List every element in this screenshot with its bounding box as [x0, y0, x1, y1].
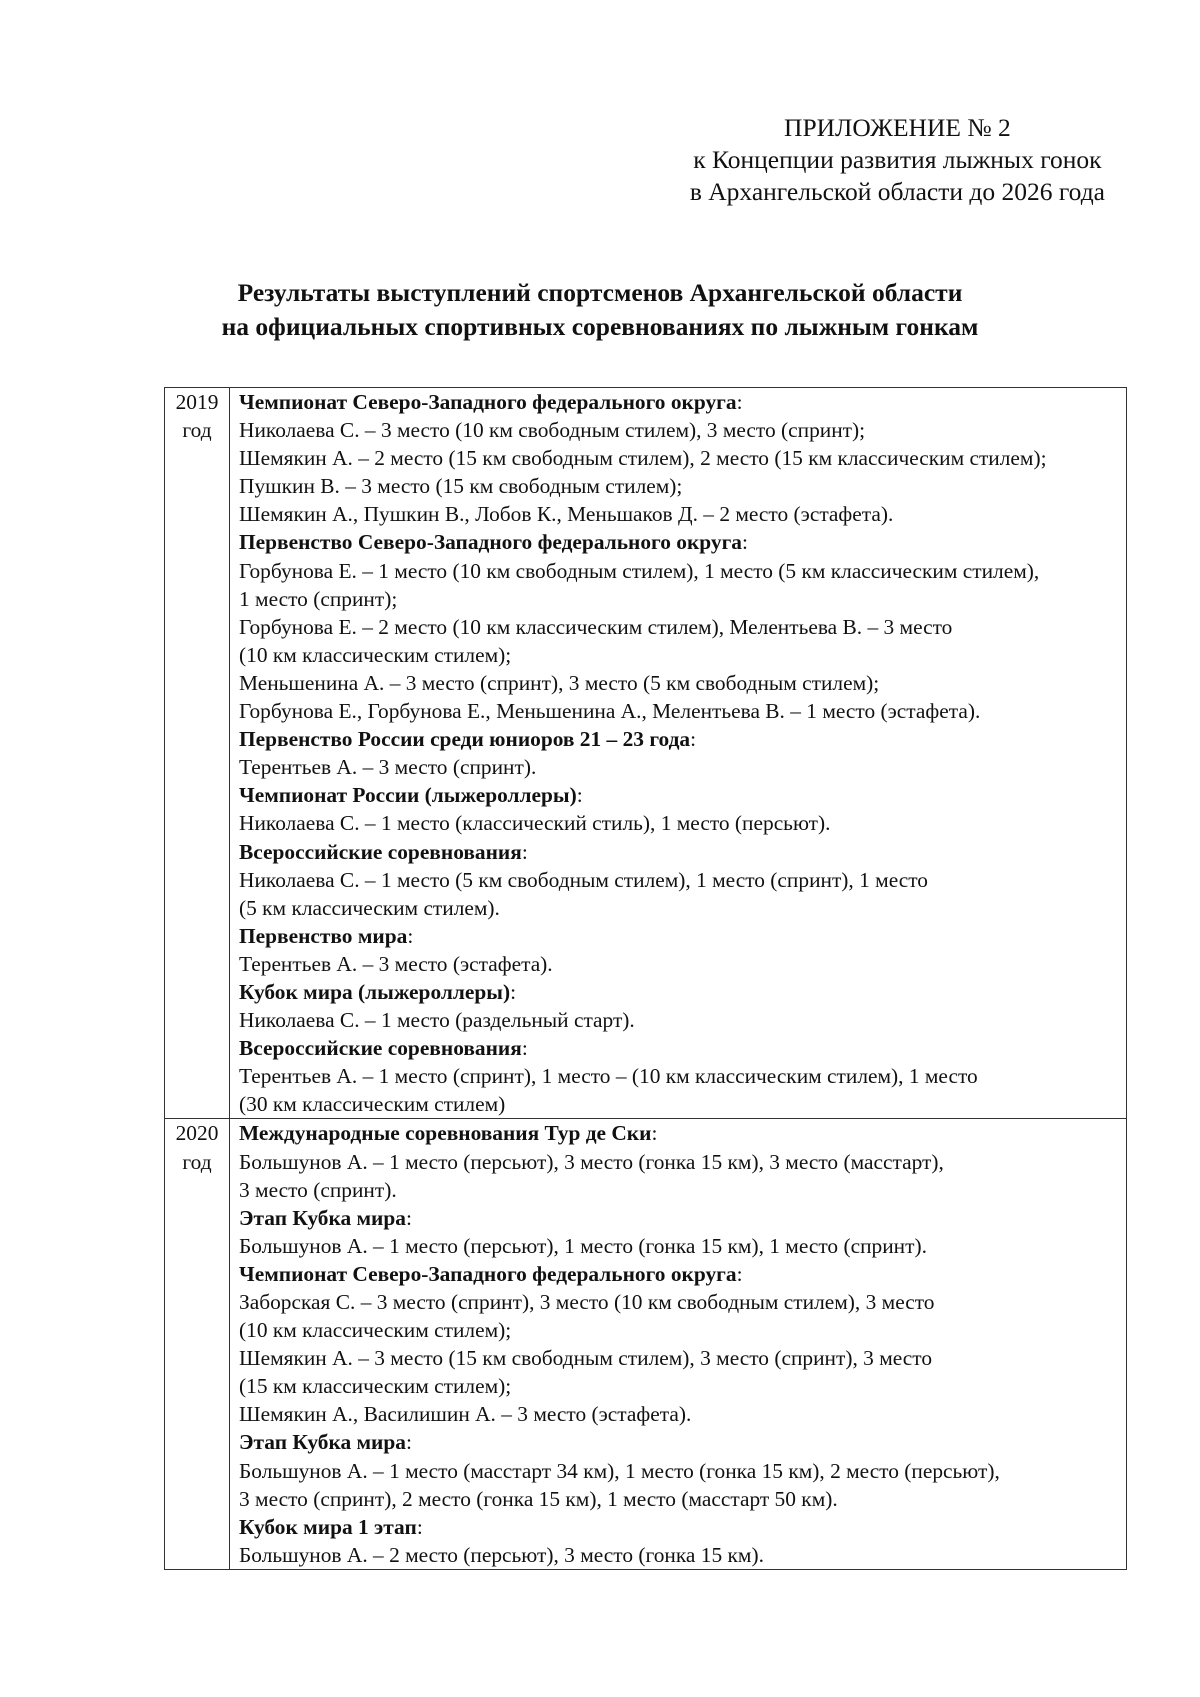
- result-line: (10 км классическим стилем);: [239, 642, 512, 667]
- event-title: Первенство Северо-Западного федерального округа: [239, 530, 743, 555]
- year-cell: [165, 388, 230, 1119]
- event-block: [239, 1119, 1126, 1203]
- event-heading: [239, 388, 1126, 416]
- table-row: [165, 388, 1127, 1119]
- event-heading: [239, 1513, 1126, 1541]
- event-title-colon: :: [510, 979, 517, 1004]
- document-title: [0, 276, 1200, 344]
- event-title-colon: :: [521, 1036, 528, 1061]
- annex-number: ПРИЛОЖЕНИЕ № 2: [784, 113, 1011, 142]
- event-block: [239, 978, 1126, 1034]
- event-block: [239, 388, 1126, 528]
- event-block: [239, 1204, 1126, 1260]
- event-title-colon: :: [521, 839, 528, 864]
- event-heading: [239, 1204, 1126, 1232]
- event-heading: [239, 1260, 1126, 1288]
- result-line: 1 место (спринт);: [239, 586, 398, 611]
- result-line: Большунов А. – 1 место (масстарт 34 км), 1 место (гонка 15 км), 2 место (персьют),: [239, 1458, 1000, 1483]
- event-heading: [239, 1119, 1126, 1147]
- event-heading: [239, 838, 1126, 866]
- result-line: Николаева С. – 1 место (5 км свободным стилем), 1 место (спринт), 1 место: [239, 867, 928, 892]
- result-line: Горбунова Е., Горбунова Е., Меньшенина А., Мелентьева В. – 1 место (эстафета).: [239, 699, 981, 724]
- result-line: Пушкин В. – 3 место (15 км свободным стилем);: [239, 474, 683, 499]
- result-line: Терентьев А. – 3 место (спринт).: [239, 755, 537, 780]
- year-cell: [165, 1119, 230, 1570]
- results-cell: [230, 1119, 1127, 1570]
- table-row: [165, 1119, 1127, 1570]
- event-block: [239, 1513, 1126, 1569]
- result-line: 3 место (спринт).: [239, 1177, 397, 1202]
- event-title: Кубок мира 1 этап: [239, 1514, 417, 1539]
- event-block: [239, 725, 1126, 781]
- result-line: Шемякин А., Пушкин В., Лобов К., Меньшаков Д. – 2 место (эстафета).: [239, 502, 894, 527]
- result-line: Николаева С. – 1 место (раздельный старт).: [239, 1008, 635, 1033]
- result-line: Большунов А. – 1 место (персьют), 3 место (гонка 15 км), 3 место (масстарт),: [239, 1149, 944, 1174]
- result-line: 3 место (спринт), 2 место (гонка 15 км), 1 место (масстарт 50 км).: [239, 1486, 838, 1511]
- event-title-colon: :: [576, 783, 583, 808]
- event-title: Всероссийские соревнования: [239, 1036, 522, 1061]
- event-block: [239, 1034, 1126, 1118]
- result-line: Шемякин А., Василишин А. – 3 место (эстафета).: [239, 1402, 692, 1427]
- results-table: [164, 387, 1127, 1570]
- result-line: (15 км классическим стилем);: [239, 1374, 512, 1399]
- event-title-colon: :: [651, 1121, 658, 1146]
- event-title-colon: :: [405, 1430, 412, 1455]
- result-line: Шемякин А. – 3 место (15 км свободным стилем), 3 место (спринт), 3 место: [239, 1346, 933, 1371]
- result-line: (30 км классическим стилем): [239, 1092, 506, 1117]
- event-title-colon: :: [405, 1205, 412, 1230]
- result-line: Терентьев А. – 3 место (эстафета).: [239, 951, 553, 976]
- event-heading: [239, 781, 1126, 809]
- result-line: Терентьев А. – 1 место (спринт), 1 место – (10 км классическим стилем), 1 место: [239, 1064, 978, 1089]
- event-title: Чемпионат России (лыжероллеры): [239, 783, 577, 808]
- event-block: [239, 781, 1126, 837]
- event-title: Чемпионат Северо-Западного федерального округа: [239, 390, 737, 414]
- event-block: [239, 1428, 1126, 1512]
- result-line: Большунов А. – 1 место (персьют), 1 место (гонка 15 км), 1 место (спринт).: [239, 1233, 927, 1258]
- event-title: Кубок мира (лыжероллеры): [239, 979, 511, 1004]
- event-title: Международные соревнования Тур де Ски: [239, 1121, 652, 1146]
- event-title-colon: :: [690, 727, 697, 752]
- event-heading: [239, 1034, 1126, 1062]
- result-line: Николаева С. – 3 место (10 км свободным стилем), 3 место (спринт);: [239, 418, 866, 443]
- event-heading: [239, 922, 1126, 950]
- result-line: Горбунова Е. – 2 место (10 км классическим стилем), Мелентьева В. – 3 место: [239, 614, 953, 639]
- result-line: Горбунова Е. – 1 место (10 км свободным стилем), 1 место (5 км классическим стилем),: [239, 558, 1040, 583]
- year-number: 2019: [175, 390, 219, 414]
- event-title-colon: :: [416, 1514, 423, 1539]
- event-title: Этап Кубка мира: [239, 1205, 406, 1230]
- results-table-body: [165, 388, 1127, 1570]
- title-line-1: Результаты выступлений спортсменов Архангельской области: [237, 278, 963, 307]
- result-line: Шемякин А. – 2 место (15 км свободным стилем), 2 место (15 км классическим стилем);: [239, 446, 1047, 471]
- result-line: Заборская С. – 3 место (спринт), 3 место (10 км свободным стилем), 3 место: [239, 1290, 935, 1314]
- year-number: 2020: [175, 1121, 219, 1146]
- event-title: Всероссийские соревнования: [239, 839, 522, 864]
- event-heading: [239, 528, 1126, 556]
- result-line: Меньшенина А. – 3 место (спринт), 3 место (5 км свободным стилем);: [239, 670, 880, 695]
- result-line: (10 км классическим стилем);: [239, 1318, 512, 1343]
- event-title: Первенство России среди юниоров 21 – 23 года: [239, 727, 691, 752]
- annex-reference: к Концепции развития лыжных гонок: [693, 145, 1102, 174]
- event-title-colon: :: [407, 923, 414, 948]
- event-title-colon: :: [736, 390, 743, 414]
- event-heading: [239, 978, 1126, 1006]
- event-title-colon: :: [742, 530, 748, 555]
- event-title: Первенство мира: [239, 923, 408, 948]
- year-word: год: [182, 1149, 212, 1174]
- event-block: [239, 528, 1126, 725]
- result-line: (5 км классическим стилем).: [239, 895, 500, 920]
- event-title: Чемпионат Северо-Западного федерального округа: [239, 1261, 737, 1286]
- annex-reference-cont: в Архангельской области до 2026 года: [689, 177, 1105, 206]
- event-block: [239, 838, 1126, 922]
- event-block: [239, 922, 1126, 978]
- results-cell: [230, 388, 1127, 1119]
- event-title: Этап Кубка мира: [239, 1430, 406, 1455]
- year-word: год: [182, 418, 212, 443]
- result-line: Николаева С. – 1 место (классический стиль), 1 место (персьют).: [239, 811, 831, 836]
- result-line: Большунов А. – 2 место (персьют), 3 место (гонка 15 км).: [239, 1542, 764, 1567]
- event-heading: [239, 725, 1126, 753]
- title-line-2: на официальных спортивных соревнованиях по лыжным гонкам: [221, 312, 979, 341]
- annex-header: [690, 112, 1105, 208]
- event-block: [239, 1260, 1126, 1429]
- event-title-colon: :: [736, 1261, 743, 1286]
- event-heading: [239, 1428, 1126, 1456]
